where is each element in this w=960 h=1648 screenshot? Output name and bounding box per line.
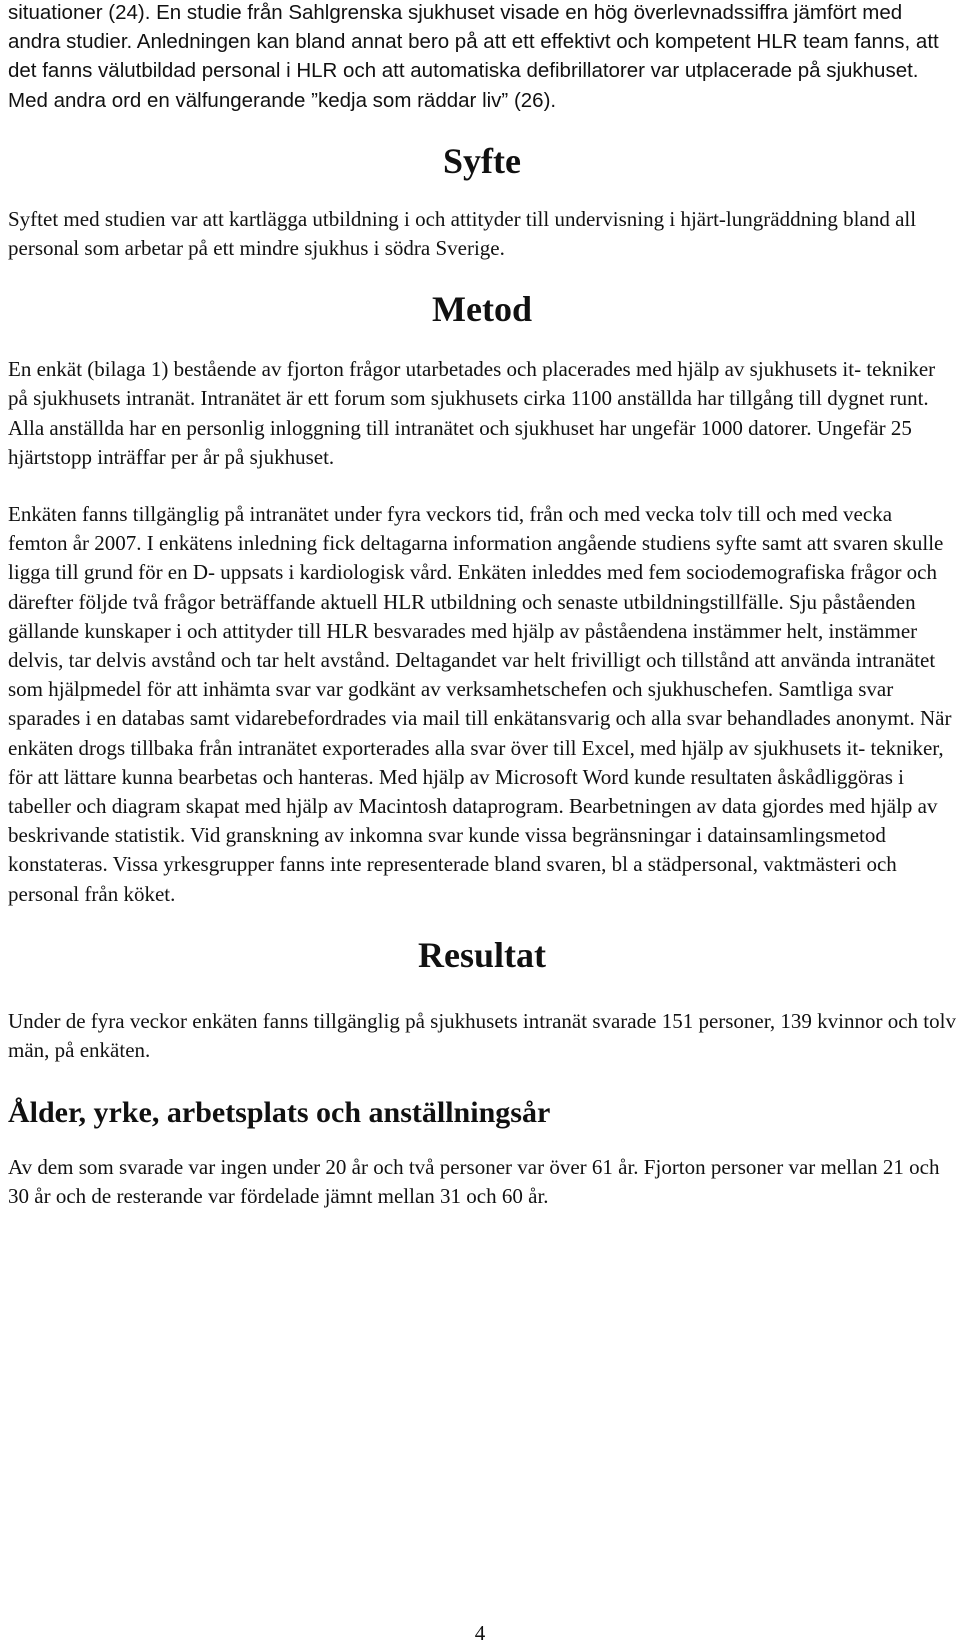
section-heading-metod: Metod [432,289,532,330]
metod-paragraph-1: En enkät (bilaga 1) bestående av fjorton frågor utarbetades och placerades med hjälp av sjukhusets it- tekniker på sjukhusets intranät. Intranätet är ett forum som sjukhusets cirka 1100 anställda har tillgång till dygnet runt. Alla anställda har en personlig inloggning till intranätet och sjukhuset har ungefär 1000 datorer. Ungefär 25 hjärtstopp inträffar per år på sjukhuset. [8,357,936,469]
section-heading-resultat: Resultat [418,934,546,975]
intro-paragraph: situationer (24). En studie från Sahlgrenska sjukhuset visade en hög överlevnadssiffra jämfört med andra studier. Anledningen kan bland annat bero på att ett effektivt och kompetent HLR team fanns, att det fanns välutbildad personal i HLR och att automatiska defibrillatorer var utplacerade på sjukhuset. Med andra ord en välfungerande ”kedja som räddar liv” (26). [8,1,939,112]
resultat-paragraph: Under de fyra veckor enkäten fanns tillgänglig på sjukhusets intranät svarade 151 personer, 139 kvinnor och tolv män, på enkäten. [8,1008,956,1063]
section-heading-syfte: Syfte [443,140,521,181]
page-number: 4 [474,1621,486,1645]
metod-paragraph-2: Enkäten fanns tillgänglig på intranätet under fyra veckors tid, från och med vecka tolv till och med vecka femton år 2007. I enkätens inledning fick deltagarna information angående studiens syfte samt att svaren skulle ligga till grund för en D- uppsats i kardiologisk vård. Enkäten inleddes med fem sociodemografiska frågor och därefter följde två frågor beträffande aktuell HLR utbildning och senaste utbildningstillfälle. Sju påståenden gällande kunskaper i och attityder till HLR besvarades med hjälp av påståendena instämmer helt, instämmer delvis, tar delvis avstånd och tar helt avstånd. Deltagandet var helt frivilligt och tillstånd att använda intranätet som hjälpmedel för att inhämta svar var godkänt av verksamhetschefen och sjukhuschefen. Samtliga svar sparades i en databas samt vidarebefordrades via mail till enkätansvarig och alla svar behandlades anonymt. När enkäten drogs tillbaka från intranätet exporterades alla svar över till Excel, med hjälp av sjukhusets it- tekniker, för att lättare kunna bearbetas och hanteras. Med hjälp av Microsoft Word kunde resultaten åskådliggöras i tabeller och diagram skapat med hjälp av Macintosh dataprogram. Bearbetningen av data gjordes med hjälp av beskrivande statistik. Vid granskning av inkomna svar kunde vissa begränsningar i datainsamlingsmetod konstateras. Vissa yrkesgrupper fanns inte representerade bland svaren, bl a städpersonal, vaktmästeri och personal från köket. [8,502,952,906]
section-heading-alder: Ålder, yrke, arbetsplats och anställningsår [8,1096,551,1130]
alder-paragraph: Av dem som svarade var ingen under 20 år och två personer var över 61 år. Fjorton personer var mellan 21 och 30 år och de resterande var fördelade jämnt mellan 31 och 60 år. [8,1155,940,1209]
document-page [8,0,956,1212]
syfte-paragraph: Syftet med studien var att kartlägga utbildning i och attityder till undervisning i hjärt-lungräddning bland all personal som arbetar på ett mindre sjukhus i södra Sverige. [8,206,917,261]
